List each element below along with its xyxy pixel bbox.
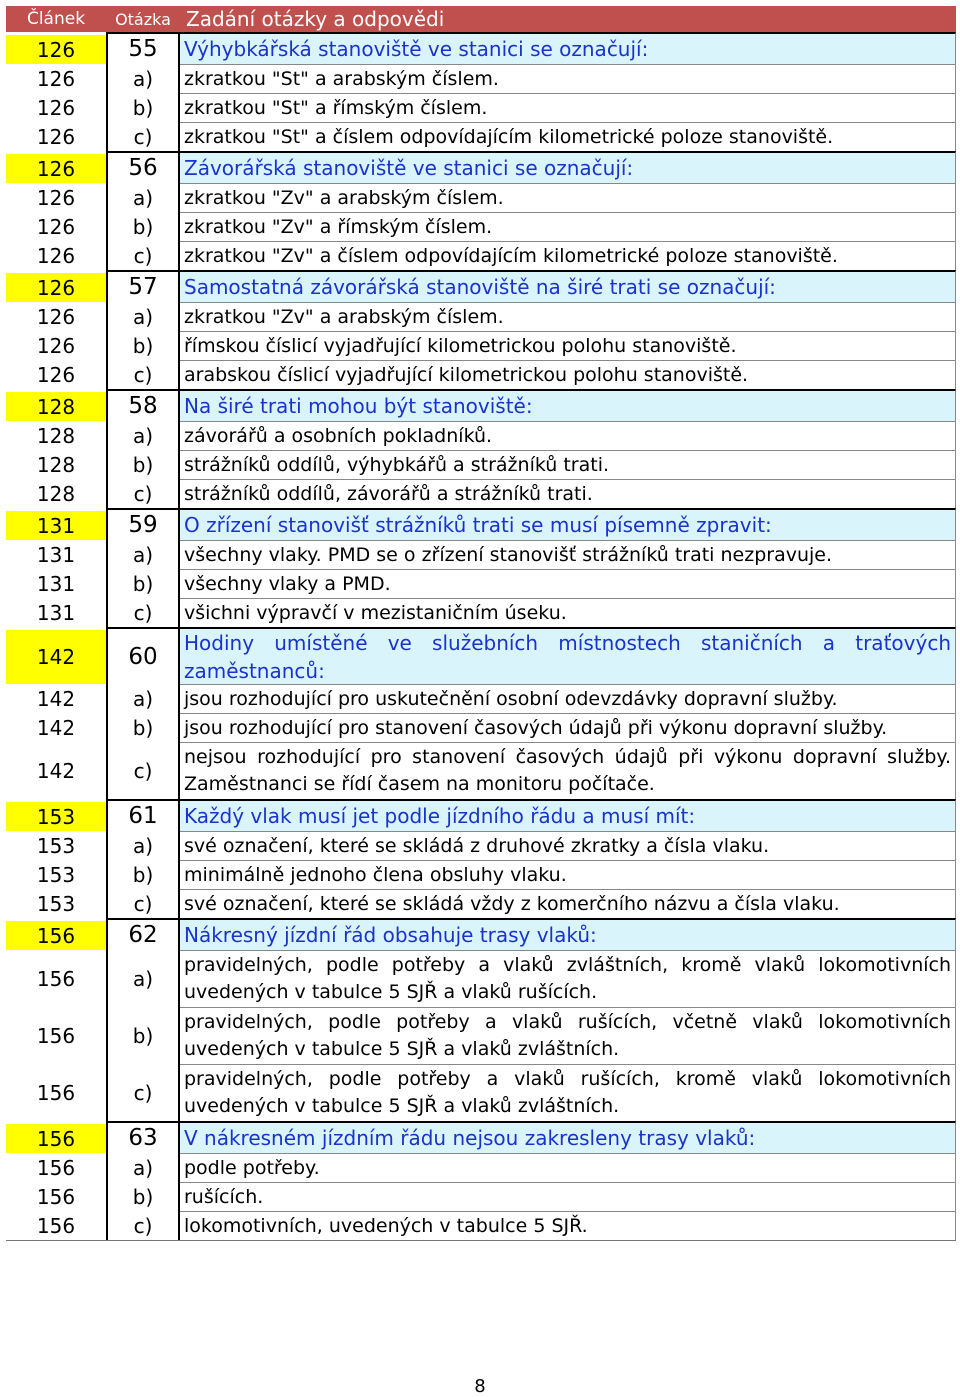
article-cell: 153 [6,831,106,860]
question-row [6,32,956,64]
text-cell: všechny vlaky a PMD. [180,569,956,598]
article-cell: 156 [6,1211,106,1240]
article-cell: 142 [6,742,106,799]
answer-row [6,1153,956,1182]
number-cell: b) [106,212,180,241]
question-row [6,1121,956,1153]
answer-row [6,569,956,598]
answer-row [6,1064,956,1121]
number-cell: a) [106,302,180,331]
article-cell: 142 [6,627,106,684]
answer-row [6,950,956,1007]
question-row [6,799,956,831]
number-cell: 58 [106,389,180,421]
table-header [6,6,956,32]
article-cell: 126 [6,151,106,183]
number-cell: a) [106,64,180,93]
article-cell: 126 [6,93,106,122]
article-cell: 128 [6,389,106,421]
text-cell: všichni výpravčí v mezistaničním úseku. [180,598,956,627]
header-clanek: Článek [26,9,86,29]
number-cell: b) [106,713,180,742]
number-cell: a) [106,684,180,713]
number-cell: b) [106,1007,180,1064]
article-cell: 128 [6,421,106,450]
text-cell: Každý vlak musí jet podle jízdního řádu a musí mít: [180,799,956,831]
article-cell: 128 [6,479,106,508]
article-cell: 126 [6,32,106,64]
number-cell: c) [106,479,180,508]
number-cell: 59 [106,508,180,540]
text-cell: zkratkou "St" a číslem odpovídajícím kilometrické poloze stanoviště. [180,122,956,151]
number-cell: 57 [106,270,180,302]
number-cell: a) [106,183,180,212]
number-cell: 63 [106,1121,180,1153]
number-cell: 61 [106,799,180,831]
article-cell: 131 [6,508,106,540]
number-cell: b) [106,331,180,360]
text-cell: zkratkou "St" a římským číslem. [180,93,956,122]
text-cell: minimálně jednoho člena obsluhy vlaku. [180,860,956,889]
article-cell: 126 [6,64,106,93]
number-cell: b) [106,450,180,479]
number-cell: a) [106,540,180,569]
text-cell: arabskou číslicí vyjadřující kilometrickou polohu stanoviště. [180,360,956,389]
text-cell: jsou rozhodující pro uskutečnění osobní odevzdávky dopravní služby. [180,684,956,713]
number-cell: 55 [106,32,180,64]
article-cell: 156 [6,1182,106,1211]
answer-row [6,183,956,212]
text-cell: všechny vlaky. PMD se o zřízení stanovišť strážníků trati nezpravuje. [180,540,956,569]
text-cell: pravidelných, podle potřeby a vlaků rušících, kromě vlaků lokomotivních uvedených v tabulce 5 SJŘ a vlaků zvláštních. [180,1064,956,1121]
answer-row [6,598,956,627]
text-cell: Samostatná závorářská stanoviště na širé trati se označují: [180,270,956,302]
answer-row [6,421,956,450]
number-cell: a) [106,421,180,450]
answer-row [6,713,956,742]
text-cell: Hodiny umístěné ve služebních místnostech staničních a traťových zaměstnanců: [180,627,956,684]
answer-row [6,64,956,93]
number-cell: c) [106,1064,180,1121]
question-row [6,918,956,950]
text-cell: Výhybkářská stanoviště ve stanici se označují: [180,32,956,64]
text-cell: Na širé trati mohou být stanoviště: [180,389,956,421]
header-otazka: Otázka [115,9,171,29]
number-cell: c) [106,360,180,389]
number-cell: a) [106,1153,180,1182]
question-row [6,389,956,421]
answer-row [6,93,956,122]
article-cell: 156 [6,1064,106,1121]
article-cell: 131 [6,540,106,569]
question-table [6,6,956,1241]
text-cell: Nákresný jízdní řád obsahuje trasy vlaků: [180,918,956,950]
answer-row [6,241,956,270]
number-cell: c) [106,598,180,627]
article-cell: 156 [6,1121,106,1153]
number-cell: 56 [106,151,180,183]
number-cell: c) [106,241,180,270]
text-cell: své označení, které se skládá vždy z komerčního názvu a čísla vlaku. [180,889,956,918]
text-cell: nejsou rozhodující pro stanovení časových údajů při výkonu dopravní služby. Zaměstnanci se řídí časem na monitoru počítače. [180,742,956,799]
text-cell: strážníků oddílů, výhybkářů a strážníků trati. [180,450,956,479]
article-cell: 131 [6,598,106,627]
text-cell: rušících. [180,1182,956,1211]
number-cell: b) [106,569,180,598]
text-cell: římskou číslicí vyjadřující kilometrickou polohu stanoviště. [180,331,956,360]
text-cell: strážníků oddílů, závorářů a strážníků trati. [180,479,956,508]
article-cell: 131 [6,569,106,598]
text-cell: pravidelných, podle potřeby a vlaků rušících, včetně vlaků lokomotivních uvedených v tabulce 5 SJŘ a vlaků zvláštních. [180,1007,956,1064]
article-cell: 126 [6,241,106,270]
number-cell: a) [106,831,180,860]
article-cell: 153 [6,799,106,831]
number-cell: 60 [106,627,180,684]
number-cell: 62 [106,918,180,950]
answer-row [6,212,956,241]
text-cell: závorářů a osobních pokladníků. [180,421,956,450]
article-cell: 153 [6,889,106,918]
answer-row [6,684,956,713]
answer-row [6,742,956,799]
number-cell: b) [106,1182,180,1211]
number-cell: c) [106,1211,180,1240]
answer-row [6,360,956,389]
answer-row [6,450,956,479]
text-cell: zkratkou "St" a arabským číslem. [180,64,956,93]
page-number: 8 [474,1376,486,1397]
number-cell: b) [106,93,180,122]
table-body [6,32,956,1241]
article-cell: 126 [6,302,106,331]
article-cell: 126 [6,270,106,302]
answer-row [6,831,956,860]
article-cell: 126 [6,122,106,151]
answer-row [6,331,956,360]
article-cell: 142 [6,684,106,713]
question-row [6,270,956,302]
text-cell: lokomotivních, uvedených v tabulce 5 SJŘ. [180,1211,956,1240]
text-cell: Závorářská stanoviště ve stanici se označují: [180,151,956,183]
number-cell: c) [106,889,180,918]
text-cell: O zřízení stanovišť strážníků trati se musí písemně zpravit: [180,508,956,540]
article-cell: 128 [6,450,106,479]
question-row [6,508,956,540]
article-cell: 153 [6,860,106,889]
answer-row [6,1211,956,1240]
article-cell: 156 [6,1153,106,1182]
text-cell: své označení, které se skládá z druhové zkratky a čísla vlaku. [180,831,956,860]
answer-row [6,540,956,569]
question-row [6,151,956,183]
article-cell: 142 [6,713,106,742]
article-cell: 126 [6,360,106,389]
question-row [6,627,956,684]
number-cell: b) [106,860,180,889]
answer-row [6,1007,956,1064]
article-cell: 126 [6,331,106,360]
text-cell: V nákresném jízdním řádu nejsou zakresleny trasy vlaků: [180,1121,956,1153]
text-cell: zkratkou "Zv" a římským číslem. [180,212,956,241]
number-cell: c) [106,742,180,799]
answer-row [6,1182,956,1211]
answer-row [6,889,956,918]
answer-row [6,860,956,889]
article-cell: 156 [6,950,106,1007]
article-cell: 126 [6,212,106,241]
text-cell: zkratkou "Zv" a arabským číslem. [180,302,956,331]
article-cell: 126 [6,183,106,212]
article-cell: 156 [6,1007,106,1064]
text-cell: jsou rozhodující pro stanovení časových údajů při výkonu dopravní služby. [180,713,956,742]
text-cell: pravidelných, podle potřeby a vlaků zvláštních, kromě vlaků lokomotivních uvedených v tabulce 5 SJŘ a vlaků rušících. [180,950,956,1007]
answer-row [6,302,956,331]
answer-row [6,479,956,508]
text-cell: podle potřeby. [180,1153,956,1182]
answer-row [6,122,956,151]
text-cell: zkratkou "Zv" a číslem odpovídajícím kilometrické poloze stanoviště. [180,241,956,270]
number-cell: c) [106,122,180,151]
text-cell: zkratkou "Zv" a arabským číslem. [180,183,956,212]
header-zadani: Zadání otázky a odpovědi [186,7,445,31]
number-cell: a) [106,950,180,1007]
article-cell: 156 [6,918,106,950]
